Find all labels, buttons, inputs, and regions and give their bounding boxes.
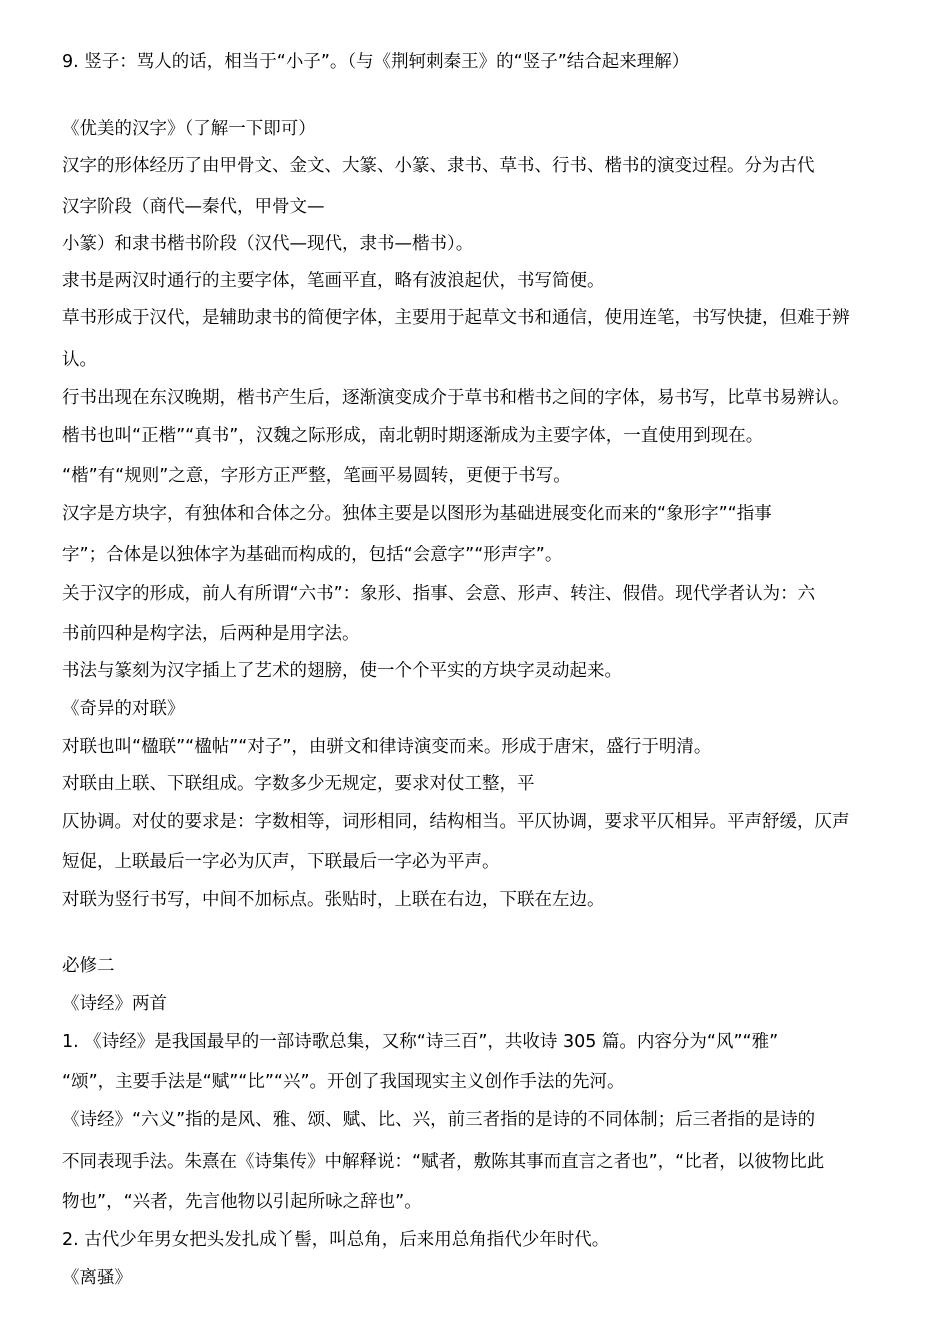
section-heading: 《离骚》 [62,1268,132,1288]
text-line: 1. 《诗经》是我国最早的一部诗歌总集，又称“诗三百”，共收诗 305 篇。内容分为“风”“雅” [62,1032,779,1052]
text-line: 书前四种是构字法，后两种是用字法。 [62,624,360,644]
text-line: 草书形成于汉代，是辅助隶书的简便字体，主要用于起草文书和通信，使用连笔，书写快捷，但难于辨 [62,308,850,328]
text-line: 行书出现在东汉晚期，楷书产生后，逐渐演变成介于草书和楷书之间的字体，易书写，比草书易辨认。 [62,388,850,408]
text-line: 隶书是两汉时通行的主要字体，笔画平直，略有波浪起伏，书写简便。 [62,271,605,291]
section-heading: 《优美的汉字》（了解一下即可） [62,119,316,139]
text-line: 物也”，“兴者，先言他物以引起所咏之辞也”。 [62,1192,422,1212]
text-line: 仄协调。对仗的要求是：字数相等，词形相同，结构相当。平仄协调，要求平仄相异。平声舒缓，仄声 [62,812,850,832]
text-line: 对联也叫“楹联”“楹帖”“对子”，由骈文和律诗演变而来。形成于唐宋，盛行于明清。 [62,737,712,757]
text-line: 字”；合体是以独体字为基础而构成的，包括“会意字”“形声字”。 [62,545,563,565]
section-heading: 《奇异的对联》 [62,699,185,719]
text-line: 对联为竖行书写，中间不加标点。张贴时，上联在右边，下联在左边。 [62,890,605,910]
text-line: 2. 古代少年男女把头发扎成丫髻，叫总角，后来用总角指代少年时代。 [62,1230,610,1250]
text-line: 关于汉字的形成，前人有所谓“六书”：象形、指事、会意、形声、转注、假借。现代学者认为：六 [62,584,816,604]
text-line: 汉字阶段（商代—秦代，甲骨文— [62,197,325,217]
text-line: 汉字的形体经历了由甲骨文、金文、大篆、小篆、隶书、草书、行书、楷书的演变过程。分为古代 [62,156,815,176]
text-line: “颂”，主要手法是“赋”“比”“兴”。开创了我国现实主义创作手法的先河。 [62,1072,625,1092]
text-line: 《诗经》“六义”指的是风、雅、颂、赋、比、兴，前三者指的是诗的不同体制；后三者指的是诗的 [62,1110,816,1130]
text-line: 不同表现手法。朱熹在《诗集传》中解释说：“赋者，敷陈其事而直言之者也”，“比者，以彼物比此 [62,1152,825,1172]
text-line: 汉字是方块字，有独体和合体之分。独体主要是以图形为基础进展变化而来的“象形字”“指事 [62,504,772,524]
section-heading: 《诗经》两首 [62,994,167,1014]
text-line: “楷”有“规则”之意，字形方正严整，笔画平易圆转，更便于书写。 [62,466,571,486]
text-line: 认。 [62,350,97,370]
section-heading: 必修二 [62,956,115,976]
text-line: 短促，上联最后一字必为仄声，下联最后一字必为平声。 [62,852,500,872]
text-line: 小篆）和隶书楷书阶段（汉代—现代，隶书—楷书）。 [62,234,474,254]
text-line: 对联由上联、下联组成。字数多少无规定，要求对仗工整，平 [62,774,535,794]
text-line: 9. 竖子：骂人的话，相当于“小子”。（与《荆轲刺秦王》的“竖子”结合起来理解） [62,52,690,72]
text-line: 书法与篆刻为汉字插上了艺术的翅膀，使一个个平实的方块字灵动起来。 [62,661,622,681]
text-line: 楷书也叫“正楷”“真书”，汉魏之际形成，南北朝时期逐渐成为主要字体，一直使用到现在。 [62,426,764,446]
